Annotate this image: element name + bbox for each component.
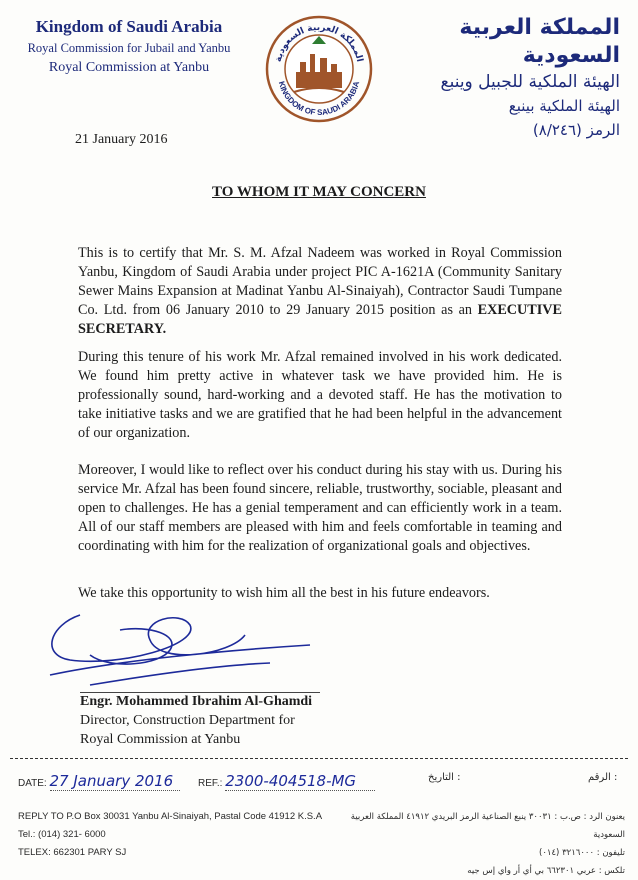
royal-commission-seal [264, 14, 374, 124]
letter-date: 21 January 2016 [75, 132, 168, 147]
footer-ref-field [198, 772, 375, 791]
paragraph-performance: During this tenure of his work Mr. Afzal remained involved in his work dedicated. We found him pretty active in whatever task we have provided him. He is professionally sound, hard-working and a devoted staff. He has the motivation to take initiative tasks and we are gratified that he had been helpful in the advancement of our organization. [78, 349, 562, 441]
header-commission: Royal Commission for Jubail and Yanbu [27, 41, 231, 55]
footer-number-label-arabic: الرقم : [588, 772, 618, 783]
header-arabic-branch: الهيئة الملكية بينبع [508, 97, 620, 115]
signature-image [30, 605, 330, 690]
header-english [0, 16, 258, 78]
footer-contact-english [18, 808, 348, 862]
footer-telex: TELEX: 662301 PARY SJ [18, 847, 127, 858]
paragraph-certification [78, 244, 562, 339]
footer-reply-address: REPLY TO P.O Box 30031 Yanbu Al-Sinaiyah, Pastal Code 41912 K.S.A [18, 811, 323, 822]
paragraph-certification-text: This is to certify that Mr. S. M. Afzal Nadeem was worked in Royal Commission Yanbu, Kingdom of Saudi Arabia under project PIC A-1621A (Community Sanitary Sewer Mains Expansion at Madinat Yanbu Al-Sinaiyah), Contractor Saudi Tumpane Co. Ltd. from 06 January 2010 to 29 January 2015 position as an [78, 245, 562, 318]
footer-date-label: DATE: [18, 778, 47, 789]
seal-text-english: KINGDOM OF SAUDI ARABIA [276, 80, 362, 118]
signer-title: Director, Construction Department for [80, 713, 295, 728]
signer-org: Royal Commission at Yanbu [80, 732, 241, 747]
seal-text-arabic: المملكة العربية السعودية [273, 22, 365, 64]
letter-subject: TO WHOM IT MAY CONCERN [212, 184, 426, 200]
signer-block [80, 692, 312, 749]
footer-date-field [18, 772, 180, 791]
footer-date-value: 27 January 2016 [50, 772, 180, 791]
header-country: Kingdom of Saudi Arabia [35, 17, 223, 36]
paragraph-closing: We take this opportunity to wish him all the best in his future endeavors. [78, 585, 490, 601]
position-title: EXECUTIVE SECRETARY. [78, 302, 562, 337]
signer-name: Engr. Mohammed Ibrahim Al-Ghamdi [80, 694, 313, 709]
footer-telephone: Tel.: (014) 321- 6000 [18, 829, 106, 840]
header-arabic-commission: الهيئة الملكية للجبيل وينبع [440, 72, 620, 92]
header-arabic-country: المملكة العربية السعودية [459, 15, 620, 68]
footer-date-label-arabic: التاريخ : [428, 772, 461, 783]
header-branch: Royal Commission at Yanbu [48, 60, 210, 75]
header-arabic [400, 14, 620, 142]
footer-contact-arabic [340, 808, 625, 880]
footer-reply-address-arabic: يعنون الرد : ص.ب : ٣٠٠٣١ ينبع الصناعية الرمز البريدي ٤١٩١٢ المملكة العربية السعودية [350, 812, 625, 840]
footer-divider [10, 758, 628, 759]
footer-telephone-arabic: تليفون : ٣٢١٦٠٠٠ (٠١٤) [539, 848, 625, 858]
paragraph-conduct: Moreover, I would like to reflect over his conduct during his stay with us. During his service Mr. Afzal has been found sincere, reliable, trustworthy, sociable, pleasant and open to challenges. He has a genial temperament and can efficiently work in a team. All of our staff members are pleased with him and feels comfortable in teaming and coordinating with him for the realization of organizational goals and objectives. [78, 462, 562, 554]
footer-ref-label: REF.: [198, 778, 223, 789]
footer-ref-value: 2300-404518-MG [225, 772, 375, 791]
footer-telex-arabic: تلكس : عربي ٦٦٢٣٠١ بي أي أر واي إس جيه [467, 866, 625, 876]
header-arabic-code: الرمز (٨/٢٤٦) [532, 121, 620, 139]
